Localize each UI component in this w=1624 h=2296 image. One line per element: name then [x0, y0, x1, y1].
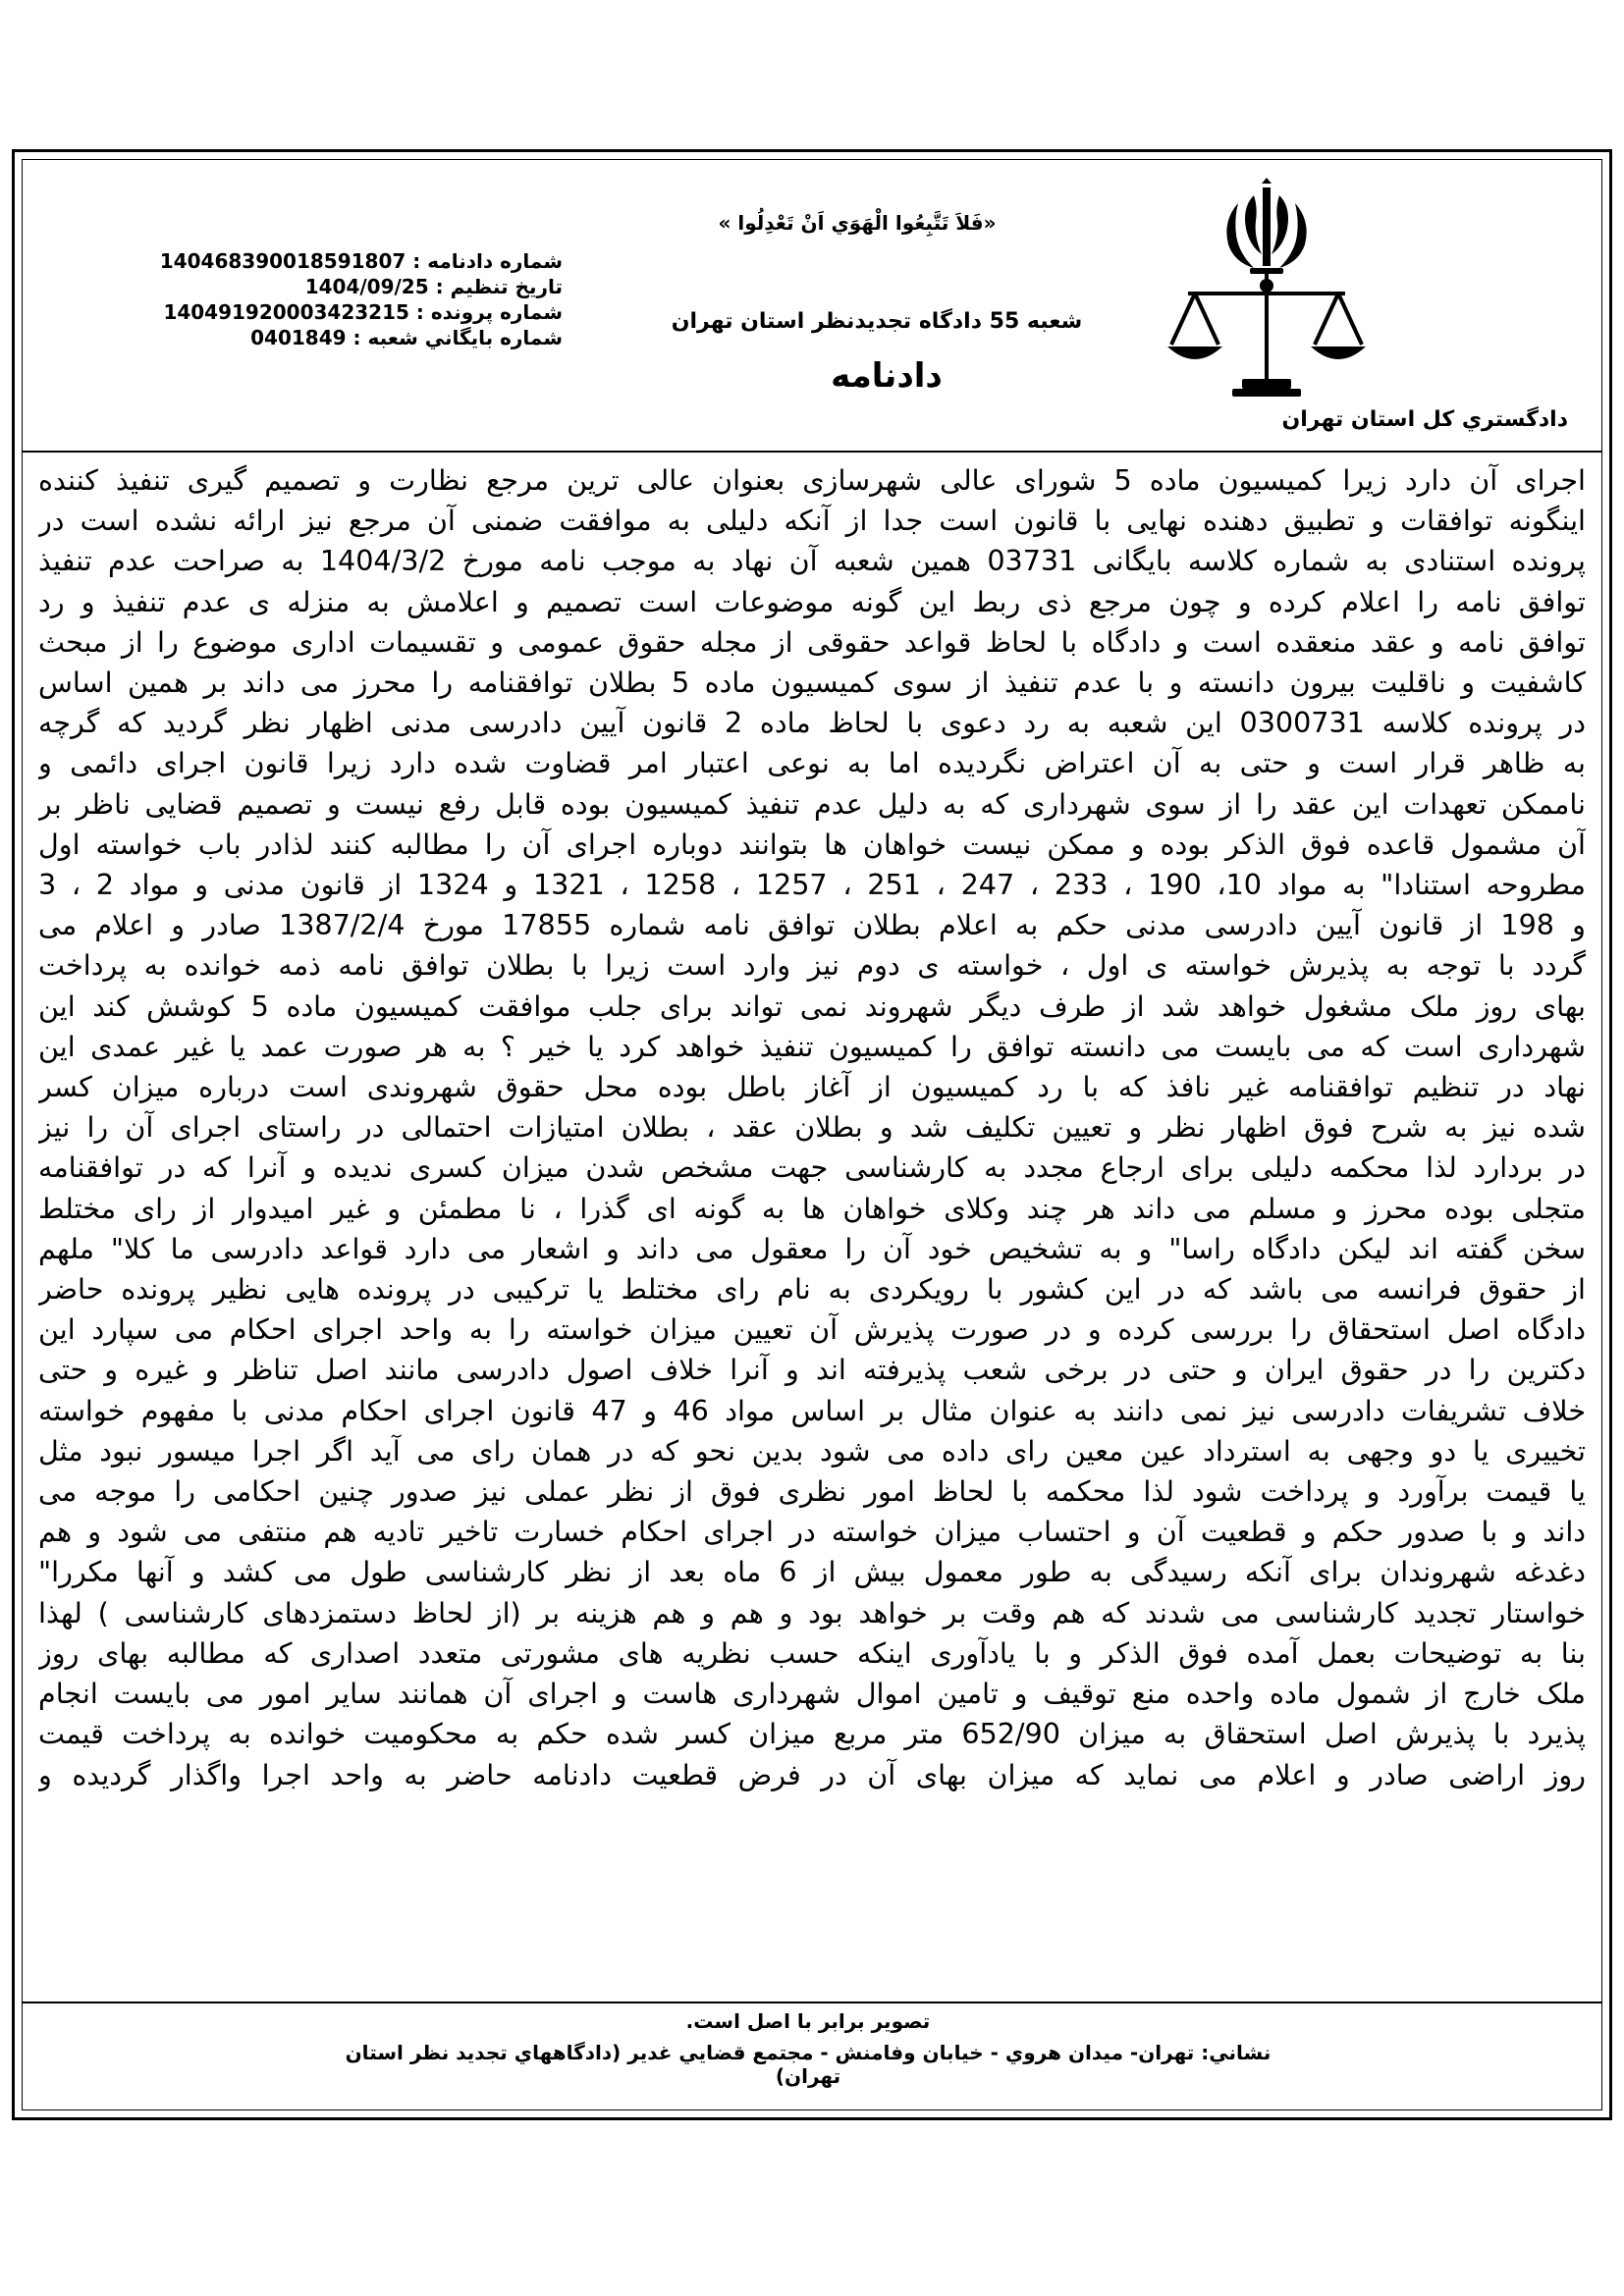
- archive-number: 0401849: [250, 326, 347, 349]
- body-line: اینگونه توافقات و تطبیق دهنده نهایی با قانون است جدا از آنکه دلیلی به موافقت ضمنی آن مرجع نیز ارائه نشده است در: [38, 504, 1586, 538]
- body-line: شده نیز به شرح فوق اظهار نظر و تعیین تکلیف شد و بطلان عقد ، بطلان امتیازات احتمالی در راستای اجرای آن را نیز: [38, 1110, 1586, 1145]
- body-line: شهرداری است که می بایست می دانسته توافق را کمیسیون تنفیذ خواهد کرد یا خیر ؟ به هر صورت عمد یا غیر عمدی این: [38, 1029, 1586, 1063]
- case-number-label: شماره پرونده :: [415, 300, 563, 324]
- verdict-number: 140468390018591807: [159, 249, 406, 273]
- body-line: در بردارد لذا محکمه دلیلی برای ارجاع مجدد به کارشناسی جهت مشخص شدن میزان کسری ندیده و آنرا که در توافقنامه: [38, 1150, 1586, 1185]
- body-line: به ظاهر قرار است و حتی به آن اعتراض نگردیده اما به نوعی اعتبار امر قضاوت شده دارد زیرا قانون اجرای دائمی و: [38, 746, 1586, 780]
- body-line: پذیرد با پذیرش اصل استحقاق به میزان 652/90 متر مربع میزان کسر شده حکم به محکومیت خوانده به پرداخت قیمت: [38, 1717, 1586, 1751]
- body-line: خلاف تشریفات دادرسی نیز نمی دانند به عنوان مثال بر اساس مواد 46 و 47 قانون اجرای احکام مدنی با مفهوم خواسته: [38, 1393, 1586, 1427]
- document-inner-border: [22, 159, 1602, 2110]
- date-label: تاريخ تنظيم :: [435, 275, 563, 298]
- body-line: دادگاه اصل استحقاق را بررسی کرده و در صورت پذیرش آن تعیین میزان خواسته را به واحد اجرای احکام می سپارد این: [38, 1312, 1586, 1347]
- body-line: تخییری یا دو وجهی به استرداد عین معین رای داده می شود بدین نحو که در همان رای می آید اگر اجرا میسور نبود مثل: [38, 1433, 1586, 1468]
- emblem-icon: [1164, 178, 1370, 403]
- body-line: آن مشمول قاعده فوق الذکر بوده و ممکن نیست خواهان ها بتوانند دوباره اجرای آن را مطالبه کنند لذادر باب خواسته اول: [38, 827, 1586, 861]
- body-line: دغدغه شهروندان برای آنکه رسیدگی به طور معمول بیش از 6 ماه بعد از نظر کارشناسی طول می کشد و آنها مکررا": [38, 1555, 1586, 1589]
- body-line: مطروحه استنادا" به مواد 10، 190 ، 233 ، 247 ، 251 ، 1257 ، 1258 ، 1321 و 1324 از قانون مدنی و مواد 2 ، 3: [38, 868, 1586, 902]
- body-line: توافق نامه را اعلام کرده و چون مرجع ذی ربط این گونه موضوعات است تصمیم و اعلامش به منزله ی عدم تنفیذ و رد: [38, 584, 1586, 618]
- body-line: نهاد در تنظیم توافقنامه غیر نافذ که با رد کمیسیون از آغاز باطل بوده محل حقوق شهروندی است درباره میزان کسر: [38, 1070, 1586, 1104]
- body-line: از حقوق فرانسه می باشد که در این کشور با رویکردی به نام رای مختلط یا ترکیبی در پرونده هایی نظیر پرونده حاضر: [38, 1272, 1586, 1307]
- body-line: اجرای آن دارد زیرا کمیسیون ماده 5 شورای عالی شهرسازی بعنوان عالی ترین مرجع نظارت و تصمیم گیری تنفیذ کننده: [38, 463, 1586, 497]
- body-line: توافق نامه و عقد منعقده است و دادگاه با لحاظ قواعد حقوقی از مجله حقوق عمومی و تقسیمات اداری موضوع را از مبحث: [38, 624, 1586, 659]
- verdict-number-row: [150, 248, 563, 274]
- copy-certification: تصوير برابر با اصل است.: [685, 2009, 931, 2033]
- document-title: دادنامه: [831, 356, 943, 396]
- case-number-row: [150, 299, 563, 325]
- document-header: [23, 160, 1601, 453]
- archive-number-row: [150, 325, 563, 350]
- case-number: 140491920003423215: [163, 300, 409, 324]
- verdict-number-label: شماره دادنامه :: [412, 249, 563, 273]
- body-line: دکترین را در حقوق ایران و حتی در برخی شعب پذیرفته اند و آنرا خلاف اصول دادرسی مانند اصل تناظر و غیره و حتی: [38, 1353, 1586, 1387]
- body-line: خواستار تجدید کارشناسی می شدند که هم وقت بر خواهد بود و هم و هم هزینه بر (از لحاظ دستمزدهای کارشناسی ) لهذا: [38, 1595, 1586, 1629]
- header-verse: «فَلاَ تَتَّبِعُوا الْهَوَي اَنْ تَعْدِلُوا »: [718, 211, 997, 235]
- issue-date: 1404/09/25: [304, 275, 429, 298]
- date-row: [150, 274, 563, 299]
- body-line: داند و با صدور حکم و قطعیت آن و احتساب میزان خواسته در اجرای احکام خسارت تاخیر تادیه هم منتفی می شود و هم: [38, 1515, 1586, 1549]
- body-line: در پرونده کلاسه 0300731 این شعبه به رد دعوی با لحاظ ماده 2 قانون آیین دادرسی مدنی اظهار نظر گردید که گرچه: [38, 706, 1586, 740]
- organization-name: دادگستري کل استان تهران: [1281, 407, 1568, 432]
- document-frame: [12, 149, 1612, 2120]
- body-line: و 198 از قانون آیین دادرسی مدنی حکم به اعلام بطلان توافق نامه شماره 17855 مورخ 1387/2/4 صادر و اعلام می: [38, 908, 1586, 942]
- body-line: سخن گفته اند لیکن دادگاه راسا" و به تشخیص خود آن را معقول می داند و اشعار می دارد قواعد دادرسی ما کلا" ملهم: [38, 1231, 1586, 1265]
- case-metadata: [150, 248, 563, 350]
- court-branch: شعبه 55 دادگاه تجديدنظر استان تهران: [671, 309, 1083, 334]
- body-line: ملک خارج از شمول ماده واحده منع توقیف و تامین اموال شهرداری هاست و اجرای آن همانند سایر امور می بایست انجام: [38, 1677, 1586, 1711]
- body-line: یا قیمت برآورد و پرداخت شود لذا محکمه با لحاظ امور نظری فوق از نظر عملی نیز صدور چنین احکامی را موجه می: [38, 1474, 1586, 1509]
- court-address: نشاني: تهران- ميدان هروي - خيابان وفامنش - مجتمع قضايي غدير (دادگاههاي تجديد نظر استان تهران): [345, 2041, 1272, 2088]
- body-line: بنا به توضیحات بعمل آمده فوق الذکر و با یادآوری اینکه حسب نظریه های مشورتی متعدد اصداری که مطالبه بهای روز: [38, 1635, 1586, 1670]
- body-line: روز اراضی صادر و اعلام می نماید که میزان بهای آن در فرض قطعیت دادنامه حاضر به واحد اجرا واگذار گردیده و: [38, 1757, 1586, 1791]
- verdict-body: [38, 460, 1586, 1992]
- footer-divider: [23, 2002, 1601, 2003]
- body-line: ناممکن تعهدات این عقد را از سوی شهرداری که به دلیل عدم تنفیذ کمیسیون بوده قابل رفع نیست و تصمیم قضایی ناظر بر: [38, 786, 1586, 821]
- body-line: گردد با توجه به پذیرش خواسته ی اول ، خواسته ی دوم نیز وارد است زیرا با بطلان توافق نامه ذمه خوانده به پرداخت: [38, 948, 1586, 983]
- body-line: کاشفیت و ناقلیت بیرون دانسته و با عدم تنفیذ از سوی کمیسیون ماده 5 بطلان توافقنامه را محرز می داند بر همین اساس: [38, 666, 1586, 700]
- body-line: بهای روز ملک مشغول خواهد شد از طرف دیگر شهروند نمی تواند برای جلب موافقت کمیسیون ماده 5 کوشش کند این: [38, 988, 1586, 1023]
- body-line: متجلی بوده محرز و مسلم می داند هر چند وکلای خواهان ها به گونه ای گذرا ، نا مطمئن و غیر امیدوار از رای مختلط: [38, 1191, 1586, 1225]
- archive-number-label: شماره بايگاني شعبه :: [352, 326, 563, 349]
- body-line: پرونده استنادی به شماره کلاسه بایگانی 03731 همین شعبه آن نهاد به موجب نامه مورخ 1404/3/2 به صراحت عدم تنفیذ: [38, 544, 1586, 578]
